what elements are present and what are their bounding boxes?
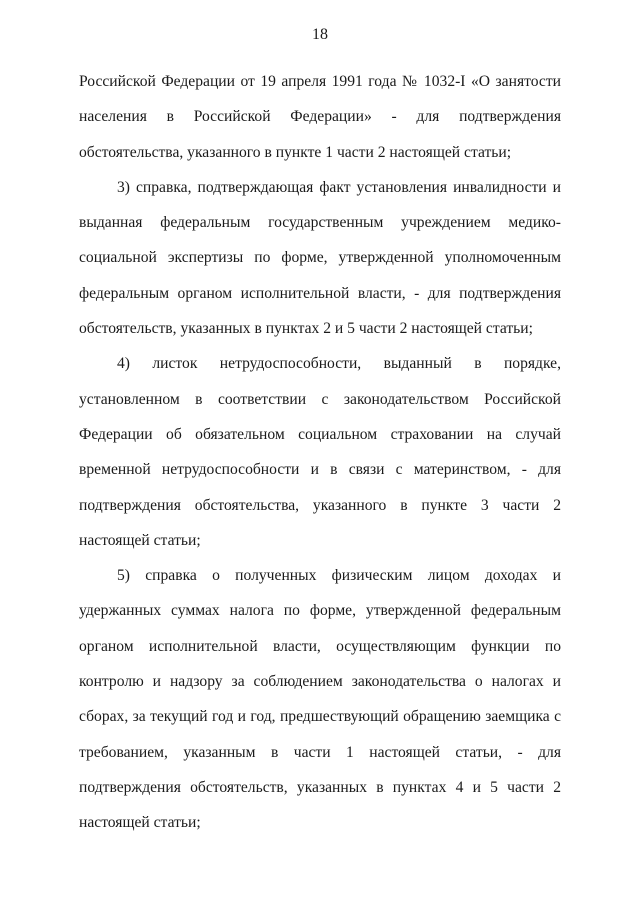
paragraph-continuation: Российской Федерации от 19 апреля 1991 года № 1032-I «О занятости населения в Российской Федерации» - для подтверждения обстоятельства, указанного в пункте 1 части 2 настоящей статьи; (79, 73, 561, 161)
page-number: 18 (312, 26, 328, 43)
paragraph-item-4: 4) листок нетрудоспособности, выданный в порядке, установленном в соответствии с законодательством Российской Федерации об обязательном социальном страховании на случай временной нетрудоспособности и в связи с материнством, - для подтверждения обстоятельства, указанного в пункте 3 части 2 настоящей статьи; (79, 355, 561, 549)
paragraph-item-5: 5) справка о полученных физическим лицом доходах и удержанных суммах налога по форме, утвержденной федеральным органом исполнительной власти, осуществляющим функции по контролю и надзору за соблюдением законодательства о налогах и сборах, за текущий год и год, предшествующий обращению заемщика с требованием, указанным в части 1 настоящей статьи, - для подтверждения обстоятельств, указанных в пунктах 4 и 5 части 2 настоящей статьи; (79, 567, 561, 832)
paragraph-item-3: 3) справка, подтверждающая факт установления инвалидности и выданная федеральным государственным учреждением медико-социальной экспертизы по форме, утвержденной уполномоченным федеральным органом исполнительной власти, - для подтверждения обстоятельств, указанных в пунктах 2 и 5 части 2 настоящей статьи; (79, 178, 561, 338)
document-body (79, 64, 561, 841)
